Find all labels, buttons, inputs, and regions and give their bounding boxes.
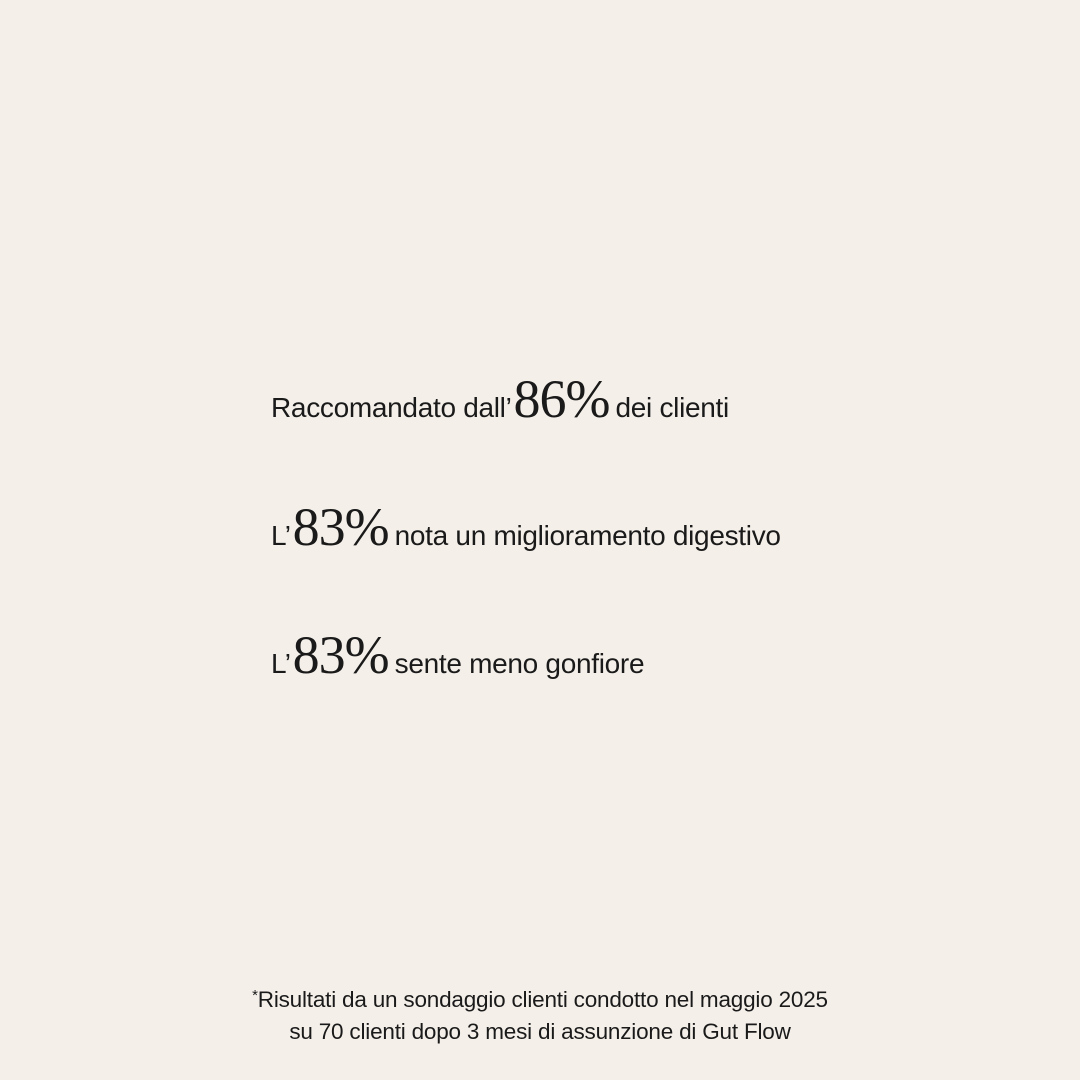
stat-recommended (271, 369, 891, 500)
stat-pre-text: Raccomandato dall’ (271, 392, 512, 423)
stat-percentage: 83% (292, 497, 389, 557)
footnote-line-2: su 70 clienti dopo 3 mesi di assunzione di Gut Flow (289, 1019, 791, 1044)
stat-bloating (271, 625, 891, 756)
stat-post-text: nota un miglioramento digestivo (394, 520, 781, 551)
stat-post-text: sente meno gonfiore (394, 648, 645, 679)
stat-percentage: 83% (292, 625, 389, 685)
footnote-line-1 (0, 980, 1080, 1016)
stats-list (271, 369, 891, 756)
survey-footnote (0, 980, 1080, 1048)
stat-pre-text: L’ (271, 520, 291, 551)
stat-digestion (271, 497, 891, 628)
stat-post-text: dei clienti (615, 392, 729, 423)
stat-pre-text: L’ (271, 648, 291, 679)
footnote-text-1: Risultati da un sondaggio clienti condotto nel maggio 2025 (257, 987, 828, 1012)
stat-percentage: 86% (513, 369, 610, 429)
footnote-asterisk: * (252, 987, 258, 1004)
